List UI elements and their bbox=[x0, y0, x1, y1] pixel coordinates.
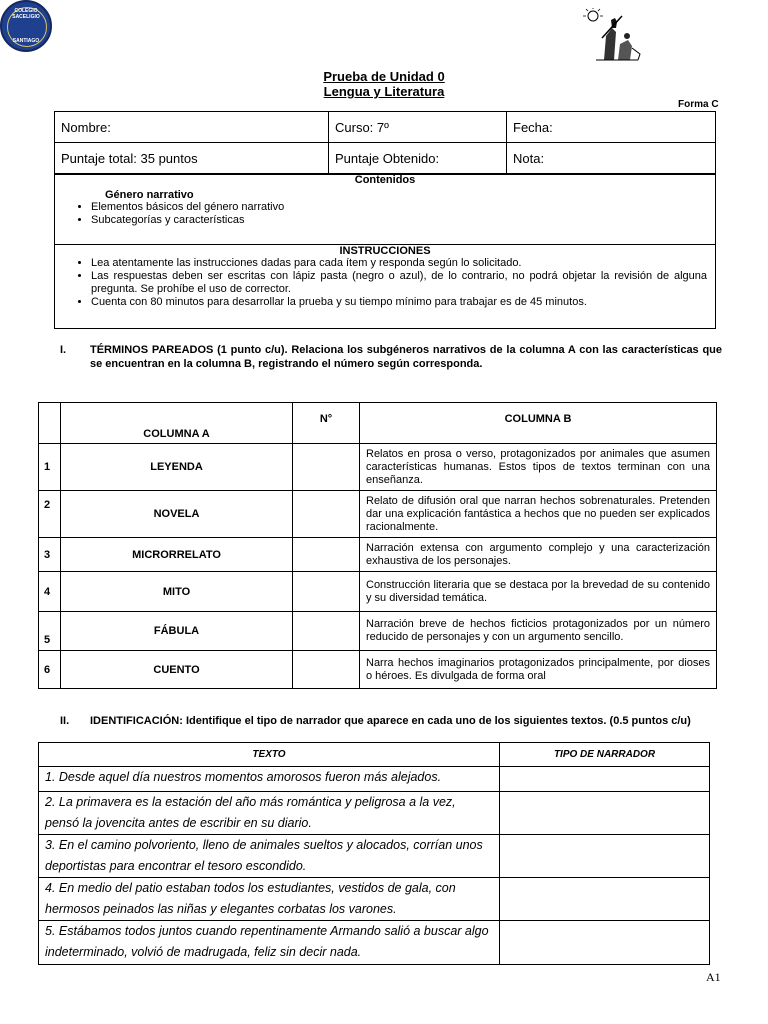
table-row bbox=[39, 878, 710, 921]
table-row bbox=[39, 792, 710, 835]
quijote-illustration bbox=[582, 8, 642, 64]
columna-a-cell: LEYENDA bbox=[61, 444, 293, 491]
texto-cell: 1. Desde aquel día nuestros momentos amorosos fueron más alejados. bbox=[39, 767, 500, 792]
columna-b-cell: Relatos en prosa o verso, protagonizados por animales que asumen características humanas. Estos tipos de textos terminan con una enseñanza. bbox=[360, 444, 717, 491]
columna-b-cell: Narra hechos imaginarios protagonizados principalmente, por dioses o héroes. Es divulgada de forma oral bbox=[360, 651, 717, 689]
student-info-table bbox=[54, 111, 716, 174]
section-2-instructions bbox=[60, 714, 722, 728]
contenidos-heading: Contenidos bbox=[354, 174, 416, 186]
tipo-narrador-answer[interactable] bbox=[500, 835, 710, 878]
forma-label: Forma C bbox=[678, 99, 719, 110]
list-item: • Subcategorías y características bbox=[91, 214, 715, 227]
tipo-narrador-header: TIPO DE NARRADOR bbox=[500, 743, 710, 767]
school-logo bbox=[0, 0, 52, 52]
puntaje-total-field: Puntaje total: 35 puntos bbox=[55, 143, 329, 174]
table-row bbox=[39, 444, 717, 491]
columna-a-header: COLUMNA A bbox=[61, 403, 293, 444]
columna-a-cell: FÁBULA bbox=[61, 612, 293, 651]
row-number: 5 bbox=[39, 612, 61, 651]
row-number: 2 bbox=[39, 491, 61, 538]
instrucciones-heading: INSTRUCCIONES bbox=[339, 245, 431, 257]
terminos-pareados-table bbox=[38, 402, 717, 689]
section-1-instructions bbox=[60, 343, 722, 371]
texto-cell: 3. En el camino polvoriento, lleno de animales sueltos y alocados, corrían unos deportistas para encontrar el tesoro escondido. bbox=[39, 835, 500, 878]
exam-subtitle: Lengua y Literatura bbox=[323, 84, 445, 99]
columna-b-cell: Narración breve de hechos ficticios protagonizados por un número reducido de personajes y con un argumento sencillo. bbox=[360, 612, 717, 651]
list-item: • Elementos básicos del género narrativo bbox=[91, 201, 715, 214]
list-item: • Lea atentamente las instrucciones dadas para cada ítem y responda según lo solicitado. bbox=[91, 257, 707, 270]
columna-a-cell: MICRORRELATO bbox=[61, 538, 293, 572]
instrucciones-box bbox=[54, 244, 716, 329]
columna-b-header: COLUMNA B bbox=[360, 403, 717, 444]
columna-b-cell: Narración extensa con argumento complejo y una caracterización exhaustiva de los personajes. bbox=[360, 538, 717, 572]
table-row bbox=[39, 538, 717, 572]
texto-cell: 5. Estábamos todos juntos cuando repentinamente Armando salió a buscar algo indeterminado, volvió de madrugada, feliz sin decir nada. bbox=[39, 921, 500, 965]
contenidos-list bbox=[55, 201, 715, 227]
columna-a-cell: MITO bbox=[61, 572, 293, 612]
row-number: 6 bbox=[39, 651, 61, 689]
tipo-narrador-answer[interactable] bbox=[500, 921, 710, 965]
tipo-narrador-answer[interactable] bbox=[500, 878, 710, 921]
exam-title: Prueba de Unidad 0 bbox=[323, 69, 445, 84]
list-item: • Cuenta con 80 minutos para desarrollar la prueba y su tiempo mínimo para trabajar es de 45 minutos. bbox=[91, 296, 707, 309]
logo-text-top: COLEGIO SACELIGIO bbox=[12, 8, 40, 20]
list-item: • Las respuestas deben ser escritas con lápiz pasta (negro o azul), de lo contrario, no podrá objetar la revisión de alguna pregunta. Se prohíbe el uso de corrector. bbox=[91, 270, 707, 296]
answer-cell[interactable] bbox=[293, 538, 360, 572]
header-blank bbox=[39, 403, 61, 444]
table-row bbox=[39, 921, 710, 965]
identificacion-table bbox=[38, 742, 710, 965]
fecha-field[interactable]: Fecha: bbox=[507, 112, 716, 143]
instrucciones-list bbox=[55, 257, 715, 309]
tipo-narrador-answer[interactable] bbox=[500, 792, 710, 835]
table-row bbox=[39, 835, 710, 878]
nota-field[interactable]: Nota: bbox=[507, 143, 716, 174]
answer-cell[interactable] bbox=[293, 444, 360, 491]
section-2-text: IDENTIFICACIÓN: Identifique el tipo de narrador que aparece en cada uno de los siguientes textos. (0.5 puntos c/u) bbox=[90, 715, 691, 727]
section-1-numeral: I. bbox=[60, 344, 67, 356]
answer-cell[interactable] bbox=[293, 612, 360, 651]
nombre-field[interactable]: Nombre: bbox=[55, 112, 329, 143]
row-number: 1 bbox=[39, 444, 61, 491]
answer-cell[interactable] bbox=[293, 572, 360, 612]
section-1-text: TÉRMINOS PAREADOS (1 punto c/u). Relaciona los subgéneros narrativos de la columna A con las características que se encuentran en la columna B, registrando el número según corresponda. bbox=[90, 344, 722, 370]
curso-field: Curso: 7º bbox=[329, 112, 507, 143]
page-code: A1 bbox=[706, 970, 721, 984]
table-row bbox=[39, 651, 717, 689]
logo-text-bottom: SANTIAGO bbox=[12, 38, 40, 44]
puntaje-obtenido-field[interactable]: Puntaje Obtenido: bbox=[329, 143, 507, 174]
answer-cell[interactable] bbox=[293, 651, 360, 689]
table-row bbox=[39, 612, 717, 651]
row-number: 4 bbox=[39, 572, 61, 612]
row-number: 3 bbox=[39, 538, 61, 572]
columna-b-cell: Construcción literaria que se destaca por la brevedad de su contenido y su diversidad temática. bbox=[360, 572, 717, 612]
columna-b-cell: Relato de difusión oral que narran hechos sobrenaturales. Pretenden dar una explicación fantástica a hechos que no pueden ser explicados racionalmente. bbox=[360, 491, 717, 538]
numero-header: N° bbox=[293, 403, 360, 444]
texto-cell: 4. En medio del patio estaban todos los estudiantes, vestidos de gala, con hermosos peinados las niñas y elegantes corbatas los varones. bbox=[39, 878, 500, 921]
contenidos-topic: Género narrativo bbox=[105, 189, 194, 201]
contenidos-box bbox=[54, 174, 716, 245]
columna-a-cell: NOVELA bbox=[61, 491, 293, 538]
section-2-numeral: II. bbox=[60, 715, 70, 727]
answer-cell[interactable] bbox=[293, 491, 360, 538]
table-row bbox=[39, 572, 717, 612]
texto-cell: 2. La primavera es la estación del año más romántica y peligrosa a la vez, pensó la jovencita antes de escribir en su diario. bbox=[39, 792, 500, 835]
table-row bbox=[39, 767, 710, 792]
texto-header: TEXTO bbox=[39, 743, 500, 767]
table-row bbox=[39, 491, 717, 538]
columna-a-cell: CUENTO bbox=[61, 651, 293, 689]
tipo-narrador-answer[interactable] bbox=[500, 767, 710, 792]
